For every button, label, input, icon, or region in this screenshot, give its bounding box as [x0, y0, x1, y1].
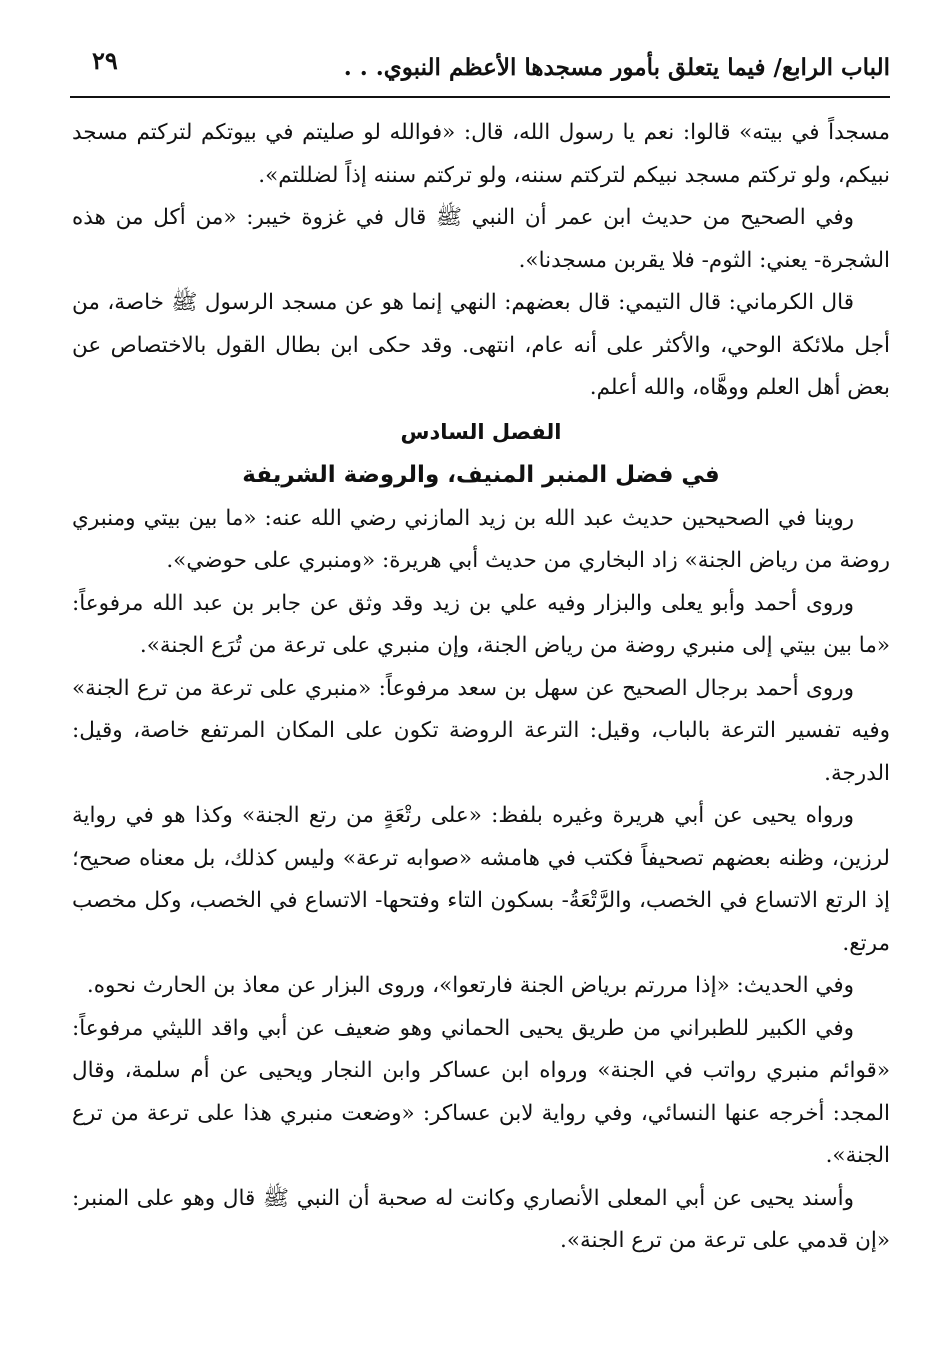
paragraph: وفي الحديث: «إذا مررتم برياض الجنة فارتعوا»، وروى البزار عن معاذ بن الحارث نحوه. [86, 973, 854, 998]
header-rule [70, 96, 890, 98]
paragraph: وروى أحمد وأبو يعلى والبزار وفيه علي بن زيد وقد وثق عن جابر بن عبد الله مرفوعاً: «ما بين بيتي إلى منبري روضة من رياض الجنة، وإن منبري على ترعة من تُرَع الجنة». [72, 590, 890, 658]
paragraph: مسجداً في بيته» قالوا: نعم يا رسول الله، قال: «فوالله لو صليتم في بيوتكم لتركتم مسجد نبيكم، ولو تركتم مسجد نبيكم لتركتم سننه، ولو تركتم سننه إذاً لضللتم». [72, 120, 890, 188]
section-title: الفصل السادس [400, 419, 562, 444]
page-header [70, 40, 890, 90]
paragraph: وفي الصحيح من حديث ابن عمر أن النبي ﷺ قال في غزوة خيبر: «من أكل من هذه الشجرة- يعني: الثوم- فلا يقربن مسجدنا». [72, 205, 890, 273]
page-body [72, 112, 890, 1263]
paragraph: ورواه يحيى عن أبي هريرة وغيره بلفظ: «على رتْعَةٍ من رتع الجنة» وكذا هو في رواية لرزين، وظنه بعضهم تصحيفاً فكتب في هامشه «صوابه ترعة» وليس كذلك، بل معناه صحيح؛ إذ الرتع الاتساع في الخصب، والرَّتْعَةُ- بسكون التاء وفتحها- الاتساع في الخصب، وكل مخصب مرتع. [72, 803, 890, 956]
paragraph: قال الكرماني: قال التيمي: قال بعضهم: النهي إنما هو عن مسجد الرسول ﷺ خاصة، من أجل ملائكة الوحي، والأكثر على أنه عام، انتهى. وقد حكى ابن بطال القول بالاختصاص عن بعض أهل العلم ووهَّاه، والله أعلم. [72, 290, 890, 400]
paragraph: وأسند يحيى عن أبي المعلى الأنصاري وكانت له صحبة أن النبي ﷺ قال وهو على المنبر: «إن قدمي على ترعة من ترع الجنة». [72, 1185, 890, 1253]
page-number: ٢٩ [92, 46, 118, 75]
paragraph: وفي الكبير للطبراني من طريق يحيى الحماني وهو ضعيف عن أبي واقد الليثي مرفوعاً: «قوائم منبري رواتب في الجنة» ورواه ابن عساكر وابن النجار ويحيى عن أم سلمة، وقال المجد: أخرجه عنها النسائي، وفي رواية لابن عساكر: «وضعت منبري هذا على ترعة من ترع الجنة». [72, 1015, 890, 1168]
paragraph: روينا في الصحيحين حديث عبد الله بن زيد المازني رضي الله عنه: «ما بين بيتي ومنبري روضة من رياض الجنة» زاد البخاري من حديث أبي هريرة: «ومنبري على حوضي». [72, 505, 890, 573]
paragraph: وروى أحمد برجال الصحيح عن سهل بن سعد مرفوعاً: «منبري على ترعة من ترع الجنة» وفيه تفسير الترعة بالباب، وقيل: الترعة الروضة تكون على المكان المرتفع خاصة، وقيل: الدرجة. [72, 675, 890, 786]
running-title: الباب الرابع/ فيما يتعلق بأمور مسجدها الأعظم النبوي. . . [343, 54, 890, 81]
section-subtitle: في فضل المنبر المنيف، والروضة الشريفة [242, 461, 720, 488]
